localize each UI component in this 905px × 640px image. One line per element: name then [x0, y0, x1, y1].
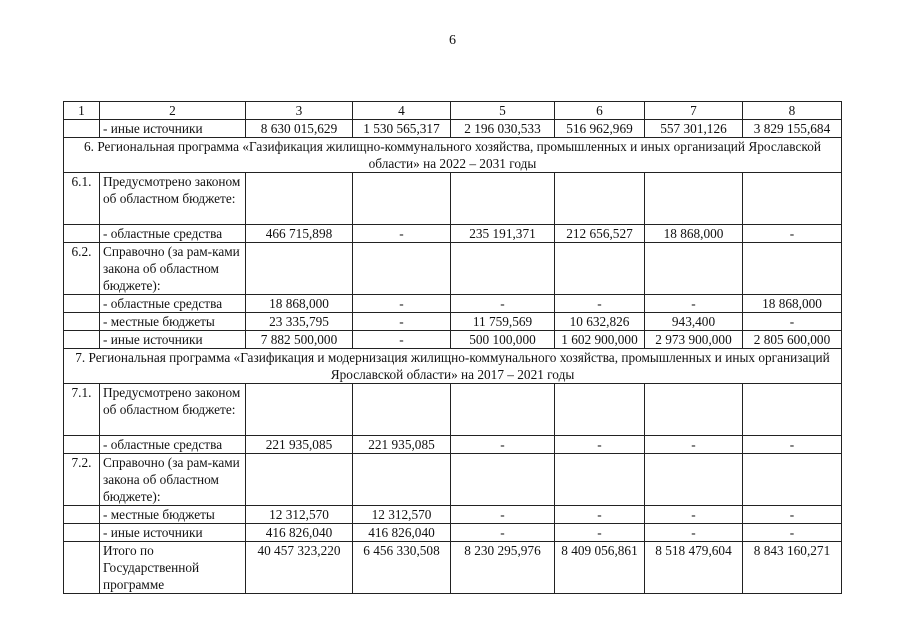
value-cell [645, 384, 743, 436]
subsection-row [64, 173, 842, 225]
value-cell [451, 173, 555, 225]
row-number-cell [64, 524, 100, 542]
value-cell [743, 173, 842, 225]
row-label: Справочно (за рам-ками закона об областном бюджете): [100, 243, 246, 295]
row-number-cell: 6.1. [64, 173, 100, 225]
value-cell: 11 759,569 [451, 313, 555, 331]
value-cell: - [743, 436, 842, 454]
value-cell: 416 826,040 [353, 524, 451, 542]
table-row [64, 313, 842, 331]
value-cell: - [451, 506, 555, 524]
subsection-row [64, 384, 842, 436]
value-cell: - [353, 295, 451, 313]
value-cell: 6 456 330,508 [353, 542, 451, 594]
value-cell [451, 384, 555, 436]
value-cell: - [645, 524, 743, 542]
value-cell: 516 962,969 [555, 120, 645, 138]
value-cell: 221 935,085 [353, 436, 451, 454]
value-cell: 3 829 155,684 [743, 120, 842, 138]
value-cell: 212 656,527 [555, 225, 645, 243]
value-cell: - [743, 524, 842, 542]
value-cell: 8 843 160,271 [743, 542, 842, 594]
value-cell: 8 518 479,604 [645, 542, 743, 594]
value-cell [246, 454, 353, 506]
row-number-cell: 7.1. [64, 384, 100, 436]
value-cell: 2 196 030,533 [451, 120, 555, 138]
row-label: Справочно (за рам-ками закона об областном бюджете): [100, 454, 246, 506]
row-label: - областные средства [100, 295, 246, 313]
value-cell [743, 454, 842, 506]
value-cell [743, 384, 842, 436]
value-cell [555, 173, 645, 225]
value-cell: 18 868,000 [743, 295, 842, 313]
value-cell: 10 632,826 [555, 313, 645, 331]
row-label: - местные бюджеты [100, 506, 246, 524]
value-cell: - [451, 524, 555, 542]
header-cell: 6 [555, 102, 645, 120]
value-cell [451, 243, 555, 295]
value-cell [555, 454, 645, 506]
value-cell: - [353, 225, 451, 243]
budget-table [63, 101, 842, 594]
value-cell [645, 243, 743, 295]
row-label: - областные средства [100, 436, 246, 454]
table-row [64, 436, 842, 454]
header-cell: 7 [645, 102, 743, 120]
value-cell: - [451, 436, 555, 454]
value-cell [353, 173, 451, 225]
table-row [64, 120, 842, 138]
value-cell: - [555, 506, 645, 524]
value-cell [645, 173, 743, 225]
value-cell: 18 868,000 [246, 295, 353, 313]
value-cell: - [743, 225, 842, 243]
value-cell: - [645, 436, 743, 454]
row-label: - иные источники [100, 524, 246, 542]
row-number-cell [64, 295, 100, 313]
row-number-cell [64, 436, 100, 454]
value-cell: 7 882 500,000 [246, 331, 353, 349]
value-cell [353, 243, 451, 295]
row-number-cell: 6.2. [64, 243, 100, 295]
table-row [64, 331, 842, 349]
value-cell [555, 384, 645, 436]
header-cell: 3 [246, 102, 353, 120]
row-label: Предусмотрено законом об областном бюджете: [100, 384, 246, 436]
value-cell: - [743, 313, 842, 331]
value-cell: 2 805 600,000 [743, 331, 842, 349]
value-cell: 221 935,085 [246, 436, 353, 454]
total-row [64, 542, 842, 594]
page-number: 6 [449, 33, 456, 48]
value-cell: 1 602 900,000 [555, 331, 645, 349]
row-label: Итого по Государственной программе [100, 542, 246, 594]
value-cell [246, 384, 353, 436]
subsection-row [64, 243, 842, 295]
row-number-cell [64, 120, 100, 138]
value-cell [353, 454, 451, 506]
value-cell: 235 191,371 [451, 225, 555, 243]
value-cell: 1 530 565,317 [353, 120, 451, 138]
value-cell: 8 230 295,976 [451, 542, 555, 594]
value-cell: - [555, 524, 645, 542]
header-cell: 4 [353, 102, 451, 120]
value-cell [743, 243, 842, 295]
value-cell [645, 454, 743, 506]
row-label: Предусмотрено законом об областном бюджете: [100, 173, 246, 225]
value-cell [555, 243, 645, 295]
subsection-row [64, 454, 842, 506]
header-cell: 1 [64, 102, 100, 120]
value-cell: - [353, 313, 451, 331]
row-number-cell [64, 225, 100, 243]
value-cell: 12 312,570 [353, 506, 451, 524]
value-cell: 500 100,000 [451, 331, 555, 349]
header-cell: 8 [743, 102, 842, 120]
value-cell: - [645, 506, 743, 524]
row-label: - иные источники [100, 120, 246, 138]
section-row [64, 349, 842, 384]
value-cell: - [555, 436, 645, 454]
table-row [64, 225, 842, 243]
section-row [64, 138, 842, 173]
row-number-cell [64, 313, 100, 331]
value-cell: 8 630 015,629 [246, 120, 353, 138]
value-cell: 557 301,126 [645, 120, 743, 138]
row-label: - местные бюджеты [100, 313, 246, 331]
value-cell [246, 243, 353, 295]
value-cell: 466 715,898 [246, 225, 353, 243]
value-cell: 8 409 056,861 [555, 542, 645, 594]
table-row [64, 524, 842, 542]
row-number-cell [64, 542, 100, 594]
value-cell: - [645, 295, 743, 313]
row-number-cell [64, 506, 100, 524]
value-cell [246, 173, 353, 225]
value-cell: - [353, 331, 451, 349]
table-row [64, 295, 842, 313]
value-cell: 943,400 [645, 313, 743, 331]
value-cell: 416 826,040 [246, 524, 353, 542]
table-row [64, 506, 842, 524]
row-number-cell: 7.2. [64, 454, 100, 506]
section-title: 6. Региональная программа «Газификация жилищно-коммунального хозяйства, промышленных и иных организаций Ярославской области» на 2022 – 2031 годы [64, 138, 842, 173]
value-cell: - [743, 506, 842, 524]
value-cell [451, 454, 555, 506]
value-cell: 23 335,795 [246, 313, 353, 331]
header-cell: 5 [451, 102, 555, 120]
row-label: - иные источники [100, 331, 246, 349]
section-title: 7. Региональная программа «Газификация и модернизация жилищно-коммунального хозяйства, промышленных и иных организаций Ярославской области» на 2017 – 2021 годы [64, 349, 842, 384]
value-cell: 40 457 323,220 [246, 542, 353, 594]
row-label: - областные средства [100, 225, 246, 243]
value-cell: 18 868,000 [645, 225, 743, 243]
header-cell: 2 [100, 102, 246, 120]
table-header-row [64, 102, 842, 120]
value-cell: 2 973 900,000 [645, 331, 743, 349]
value-cell [353, 384, 451, 436]
value-cell: - [451, 295, 555, 313]
row-number-cell [64, 331, 100, 349]
value-cell: 12 312,570 [246, 506, 353, 524]
value-cell: - [555, 295, 645, 313]
